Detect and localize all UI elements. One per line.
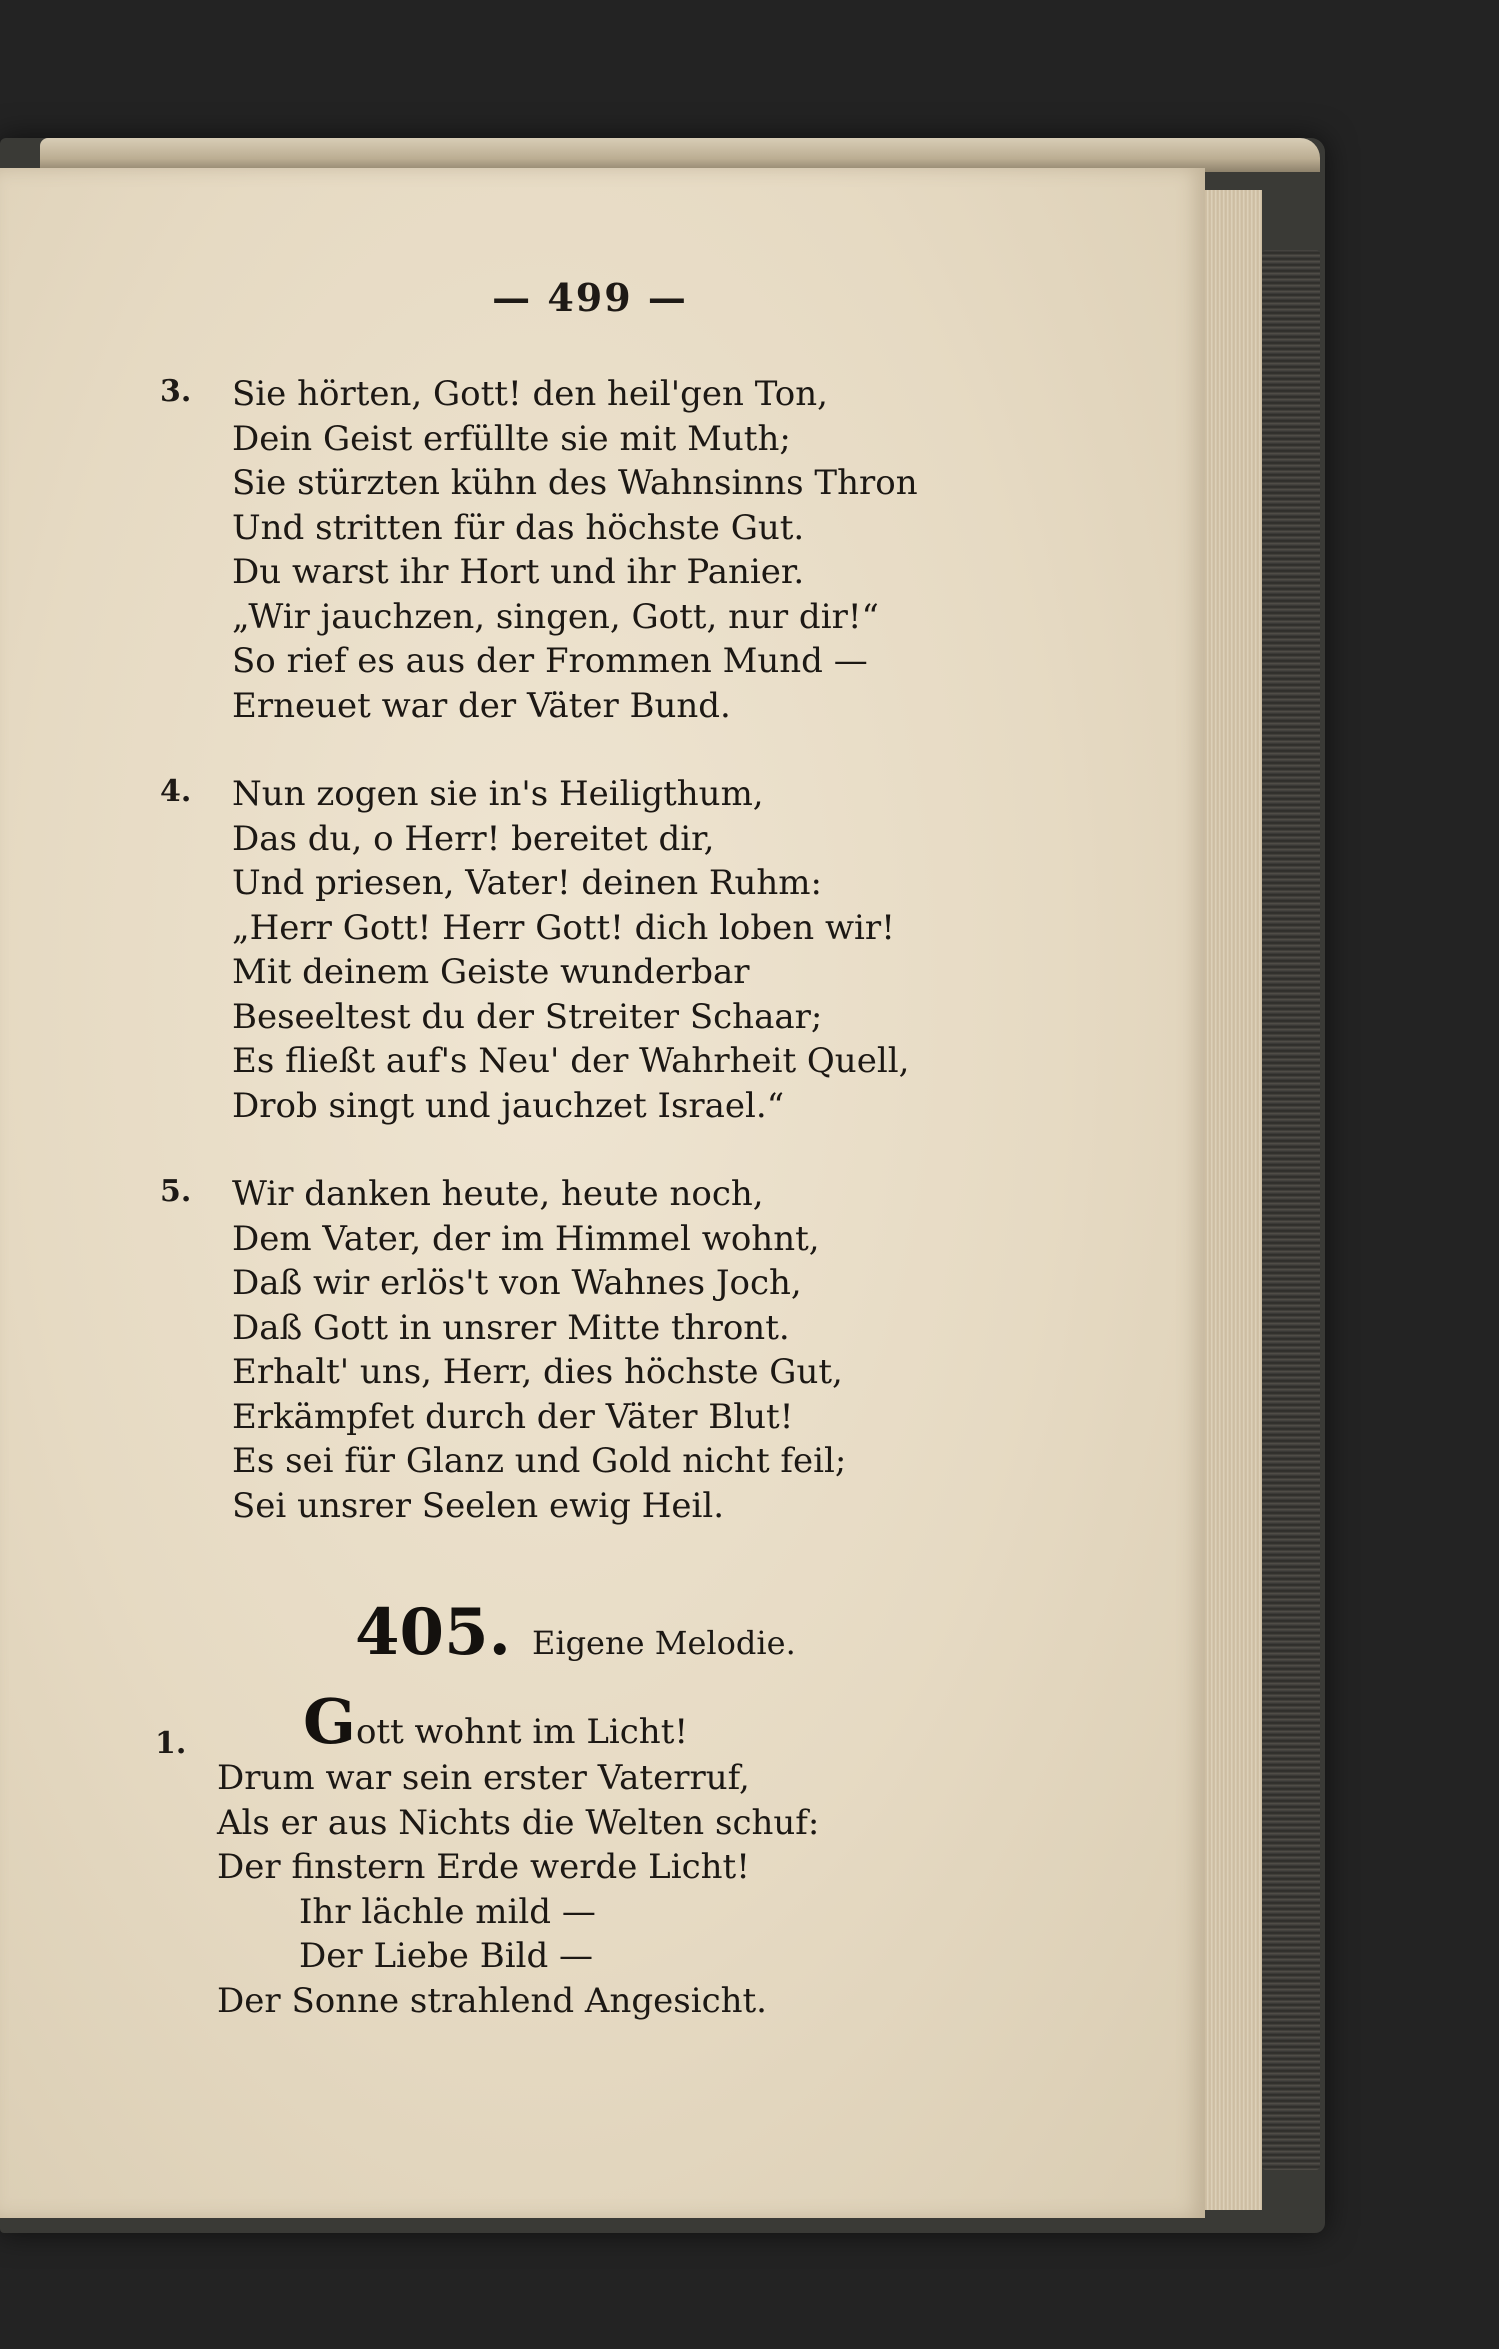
verse-line: Drum war sein erster Vaterruf, (217, 1758, 750, 1798)
verse-lines (232, 1172, 846, 1528)
verse-line: Es sei für Glanz und Gold nicht feil; (232, 1441, 847, 1481)
page-number: — 499 — (492, 275, 688, 320)
verse-line: Du warst ihr Hort und ihr Panier. (232, 552, 805, 592)
drop-cap: G (303, 1685, 356, 1758)
verse-first-line (217, 1685, 819, 1758)
verse-line: Ihr lächle mild — (299, 1891, 596, 1932)
verse-line: Der Liebe Bild — (299, 1936, 594, 1976)
cover-spine (1262, 250, 1320, 2170)
verse-number: 1. (155, 1726, 187, 1761)
hymn-number: 405. (355, 1595, 511, 1670)
verse-line: „Herr Gott! Herr Gott! dich loben wir! (232, 907, 895, 948)
verse-line: So rief es aus der Frommen Mund — (232, 641, 868, 681)
verse-line: Sie hörten, Gott! den heil'gen Ton, (232, 374, 828, 414)
verse-line: Daß wir erlös't von Wahnes Joch, (232, 1263, 802, 1303)
verse-number: 5. (160, 1174, 192, 1209)
cover-edge-top (40, 138, 1320, 172)
verse-line: „Wir jauchzen, singen, Gott, nur dir!“ (232, 596, 879, 637)
verse-line: Der finstern Erde werde Licht! (217, 1847, 750, 1887)
verse-line: Wir danken heute, heute noch, (232, 1174, 764, 1214)
verse-line: Nun zogen sie in's Heiligthum, (232, 774, 764, 814)
verse-line: Dem Vater, der im Himmel wohnt, (232, 1218, 820, 1259)
verse-line: Das du, o Herr! bereitet dir, (232, 818, 715, 859)
hymn-header (355, 1595, 796, 1670)
verse-line: Und stritten für das höchste Gut. (232, 507, 805, 548)
verse-line: Als er aus Nichts die Welten schuf: (217, 1802, 820, 1843)
verse-line: Sie stürzten kühn des Wahnsinns Thron (232, 463, 918, 503)
verse-line: Erkämpfet durch der Väter Blut! (232, 1396, 794, 1437)
verse-line: Der Sonne strahlend Angesicht. (217, 1980, 767, 2021)
verse-line: Dein Geist erfüllte sie mit Muth; (232, 418, 791, 459)
verse-lines (217, 1685, 820, 2023)
verse-line: Sei unsrer Seelen ewig Heil. (232, 1485, 725, 1526)
verse-number: 4. (160, 774, 192, 809)
verse-line: Drob singt und jauchzet Israel.“ (232, 1085, 785, 1126)
verse-line: Erhalt' uns, Herr, dies höchste Gut, (232, 1352, 843, 1392)
verse-line: Beseeltest du der Streiter Schaar; (232, 996, 823, 1037)
verse-number: 3. (160, 374, 192, 409)
hymn-melody: Eigene Melodie. (531, 1624, 796, 1662)
first-line-rest: ott wohnt im Licht! (355, 1712, 689, 1752)
verse-line: Erneuet war der Väter Bund. (232, 685, 731, 726)
verse-lines (232, 372, 918, 728)
verse-line: Daß Gott in unsrer Mitte thront. (232, 1307, 790, 1348)
verse-line: Mit deinem Geiste wunderbar (232, 952, 750, 992)
verse-lines (232, 772, 909, 1128)
verse-line: Und priesen, Vater! deinen Ruhm: (232, 863, 823, 903)
verse-line: Es fließt auf's Neu' der Wahrheit Quell, (232, 1041, 910, 1081)
